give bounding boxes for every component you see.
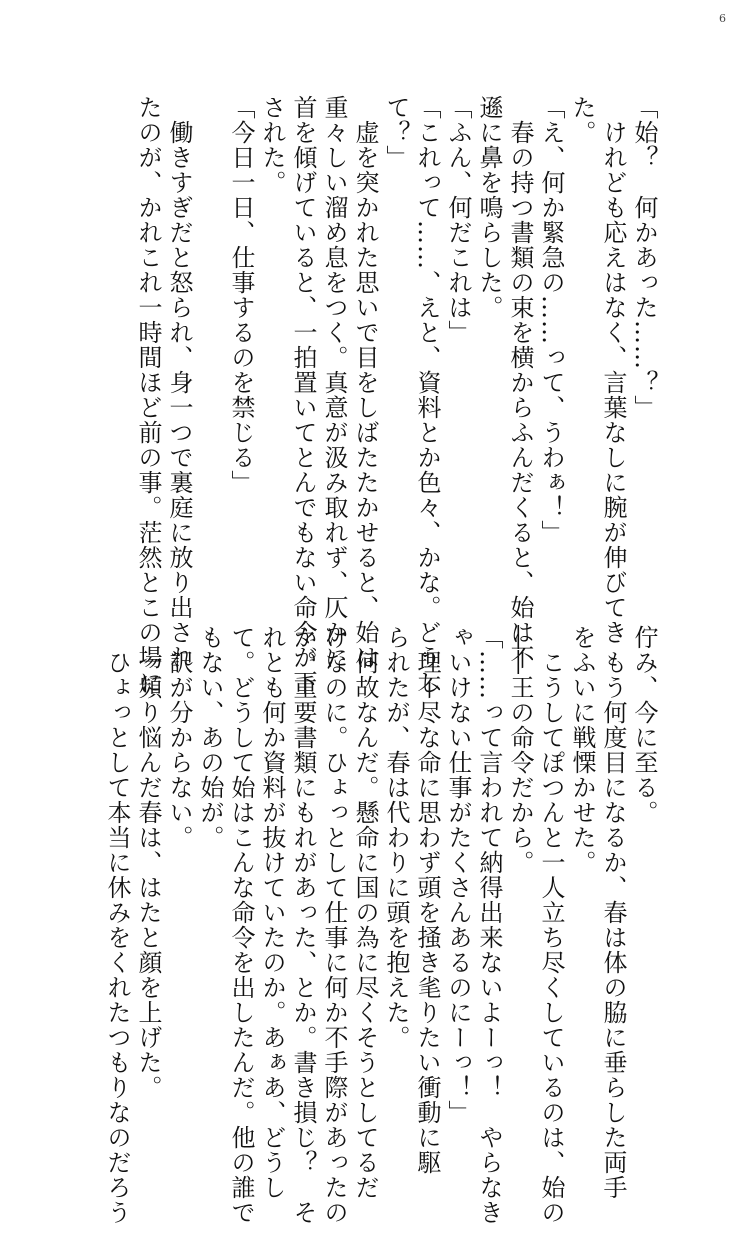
text-line: られたが、春は代わりに頭を抱えた。	[382, 625, 410, 1050]
text-line: 春の持つ書類の束を横からふんだくると、始は不	[506, 95, 534, 670]
text-line: 働きすぎだと怒られ、身一つで裏庭に放り出され	[165, 95, 193, 670]
text-line: 重々しい溜め息をつく。真意が汲み取れず、仄かに	[320, 95, 348, 670]
text-block-bottom	[99, 625, 659, 1225]
text-line: こうしてぽつんと一人立ち尽くしているのは、始の	[537, 625, 565, 1225]
page-number: 6	[719, 12, 726, 25]
text-line: 理不尽な命に思わず頭を掻き毟りたい衝動に駆	[413, 625, 441, 1175]
text-line: 首を傾げていると、一拍置いてとんでもない命令が下	[289, 95, 317, 695]
text-line: もう何度目になるか、春は体の脇に垂らした両手	[599, 625, 627, 1200]
text-line: 「今日一日、仕事するのを禁じる」	[227, 95, 255, 495]
text-line: て。どうして始はこんな命令を出したんだ。他の誰で	[227, 625, 255, 1225]
text-line: けれども応えはなく、言葉なしに腕が伸びてき	[599, 95, 627, 645]
text-line: けなのに。ひょっとして仕事に何か不手際があったの	[320, 625, 348, 1225]
text-line: たのが、かれこれ一時間ほど前の事。茫然とこの場に	[134, 95, 162, 695]
text-line: か。重要書類にもれがあった、とか。書き損じ？ そ	[289, 625, 317, 1225]
text-line: ゃいけない仕事がたくさんあるのにーっ！」	[444, 625, 472, 1125]
text-line: をふいに戦慄かせた。	[568, 625, 596, 875]
text-line: て？」	[382, 95, 410, 170]
text-line: ――王の命令だから。	[506, 625, 534, 875]
text-line: 「始？ 何かあった……？」	[630, 95, 658, 420]
text-line: された。	[258, 95, 286, 195]
text-line: ひょっとして本当に休みをくれたつもりなのだろう	[103, 625, 131, 1225]
text-line: 訳が分からない。	[165, 625, 193, 850]
blank-line	[194, 95, 225, 600]
text-line: 佇み、今に至る。	[630, 625, 658, 825]
text-line: 「え、何か緊急の……って、うわぁ！」	[537, 95, 565, 545]
text-line: 何故なんだ。懸命に国の為に尽くそうとしてるだ	[351, 625, 379, 1200]
text-line: 「これって……、えと、資料とか色々、かな。どうし	[413, 95, 441, 695]
text-line: た。	[568, 95, 596, 145]
text-line: 虚を突かれた思いで目をしばたたかせると、始は	[351, 95, 379, 670]
text-line: 遜に鼻を鳴らした。	[475, 95, 503, 320]
text-line: もない、あの始が。	[196, 625, 224, 850]
text-line: 一頻り悩んだ春は、はたと顔を上げた。	[134, 625, 162, 1100]
text-line: 「ふん、何だこれは」	[444, 95, 472, 345]
text-block-top	[99, 95, 659, 695]
text-line: 「……って言われて納得出来ないよーっ！ やらなき	[475, 625, 503, 1225]
text-line: れとも何か資料が抜けていたのか。あぁあ、どうし	[258, 625, 286, 1200]
